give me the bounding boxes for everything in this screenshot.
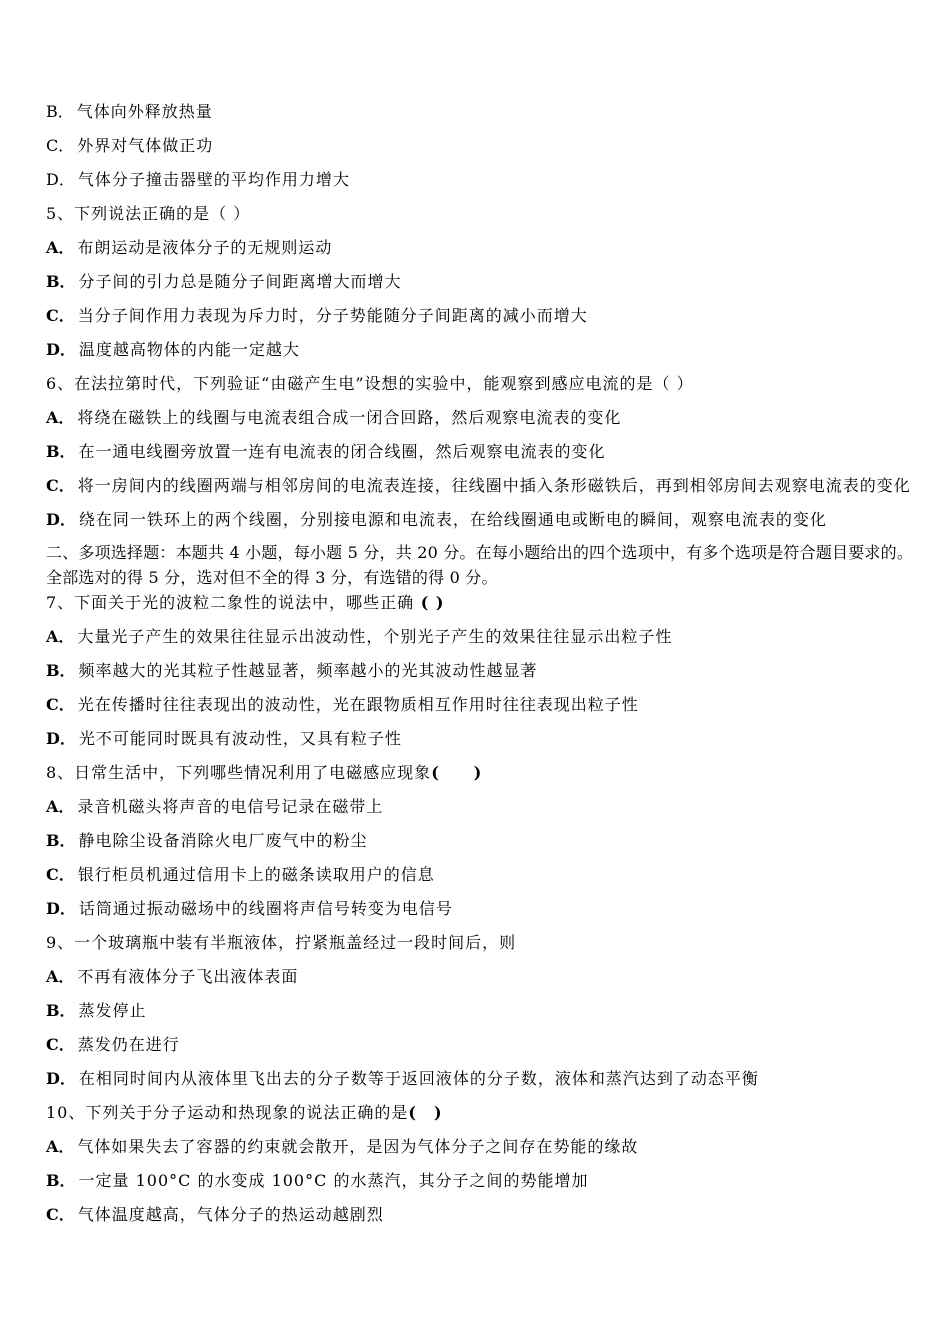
option-label: C． [46, 695, 75, 714]
option-label: A． [46, 408, 75, 427]
q9-option-c [46, 1028, 950, 1062]
option-label: C． [46, 1205, 75, 1224]
q5-option-b [46, 265, 950, 299]
option-text: 气体如果失去了容器的约束就会散开，是因为气体分子之间存在势能的缘故 [77, 1137, 639, 1156]
option-text: 话筒通过振动磁场中的线圈将声信号转变为电信号 [78, 899, 453, 918]
q9-option-a [46, 960, 950, 994]
option-label: C． [46, 476, 75, 495]
q7-stem [46, 586, 950, 620]
option-text: 静电除尘设备消除火电厂废气中的粉尘 [78, 831, 368, 850]
option-text: 蒸发仍在进行 [77, 1035, 180, 1054]
section-heading [46, 540, 950, 590]
q5-option-d [46, 333, 950, 367]
stem-text: 8、日常生活中，下列哪些情况利用了电磁感应现象 [46, 763, 432, 782]
answer-blank: ( ) [414, 593, 445, 612]
stem-text: 9、一个玻璃瓶中装有半瓶液体，拧紧瓶盖经过一段时间后，则 [46, 933, 517, 952]
option-label: D． [46, 170, 75, 189]
option-text: 气体温度越高，气体分子的热运动越剧烈 [77, 1205, 384, 1224]
q5-option-a [46, 231, 950, 265]
option-label: B． [46, 272, 76, 291]
option-label: A． [46, 238, 75, 257]
q7-option-a [46, 620, 950, 654]
option-label: B． [46, 661, 76, 680]
q8-option-c [46, 858, 950, 892]
option-text: 将一房间内的线圈两端与相邻房间的电流表连接，往线圈中插入条形磁铁后，再到相邻房间去观察电流表的变化 [77, 476, 911, 495]
option-text: 分子间的引力总是随分子间距离增大而增大 [78, 272, 402, 291]
q7-option-d [46, 722, 950, 756]
option-label: D． [46, 340, 76, 359]
q9-option-d [46, 1062, 950, 1096]
q6-stem: 6、在法拉第时代，下列验证“由磁产生电”设想的实验中，能观察到感应电流的是（ ） [46, 374, 694, 393]
option-text: 当分子间作用力表现为斥力时，分子势能随分子间距离的减小而增大 [77, 306, 588, 325]
option-label: C． [46, 1035, 75, 1054]
option-text: 一定量 100°C 的水变成 100°C 的水蒸汽，其分子之间的势能增加 [78, 1171, 589, 1190]
option-label: A． [46, 967, 75, 986]
option-text: 温度越高物体的内能一定越大 [78, 340, 300, 359]
option-text: 绕在同一铁环上的两个线圈，分别接电源和电流表，在给线圈通电或断电的瞬间，观察电流表的变化 [78, 510, 827, 529]
option-text: 气体分子撞击器壁的平均作用力增大 [77, 170, 350, 189]
option-label: D． [46, 1069, 76, 1088]
q8-option-b [46, 824, 950, 858]
q8-option-d [46, 892, 950, 926]
option-label: B． [46, 1171, 76, 1190]
stem-text: 10、下列关于分子运动和热现象的说法正确的是 [46, 1103, 409, 1122]
q10-stem [46, 1096, 950, 1130]
option-text: 不再有液体分子飞出液体表面 [77, 967, 299, 986]
option-label: B． [46, 102, 74, 121]
option-text: 气体向外释放热量 [76, 102, 213, 121]
q6-option-d [46, 503, 950, 537]
q6-option-b [46, 435, 950, 469]
option-label: D． [46, 510, 76, 529]
q8-stem [46, 756, 950, 790]
q6-option-a [46, 401, 950, 435]
q4-option-c [46, 129, 950, 163]
option-label: A． [46, 1137, 75, 1156]
option-label: C． [46, 306, 75, 325]
option-label: B． [46, 831, 76, 850]
option-text: 在一通电线圈旁放置一连有电流表的闭合线圈，然后观察电流表的变化 [78, 442, 606, 461]
option-label: B． [46, 1001, 76, 1020]
q5-stem: 5、下列说法正确的是（ ） [46, 204, 251, 223]
option-label: B． [46, 442, 76, 461]
q4-option-d [46, 163, 950, 197]
option-label: A． [46, 797, 75, 816]
stem-text: 7、下面关于光的波粒二象性的说法中，哪些正确 [46, 593, 415, 612]
option-text: 将绕在磁铁上的线圈与电流表组合成一闭合回路，然后观察电流表的变化 [77, 408, 622, 427]
option-text: 布朗运动是液体分子的无规则运动 [77, 238, 333, 257]
option-text: 频率越大的光其粒子性越显著，频率越小的光其波动性越显著 [78, 661, 538, 680]
q9-option-b [46, 994, 950, 1028]
option-label: D． [46, 899, 76, 918]
q9-stem [46, 926, 950, 960]
section-heading-line-2: 全部选对的得 5 分，选对但不全的得 3 分，有选错的得 0 分。 [46, 568, 498, 587]
option-label: D． [46, 729, 76, 748]
option-label: A． [46, 627, 75, 646]
option-text: 银行柜员机通过信用卡上的磁条读取用户的信息 [77, 865, 435, 884]
option-text: 光在传播时往往表现出的波动性，光在跟物质相互作用时往往表现出粒子性 [77, 695, 639, 714]
q7-option-c [46, 688, 950, 722]
q5-option-c [46, 299, 950, 333]
q4-option-b [46, 95, 950, 129]
option-text: 在相同时间内从液体里飞出去的分子数等于返回液体的分子数，液体和蒸汽达到了动态平衡 [78, 1069, 759, 1088]
q8-option-a [46, 790, 950, 824]
q7-option-b [46, 654, 950, 688]
q6-option-c [46, 469, 950, 503]
q10-option-a [46, 1130, 950, 1164]
option-label: C． [46, 136, 75, 155]
section-heading-line-1: 二、多项选择题：本题共 4 小题，每小题 5 分，共 20 分。在每小题给出的四个选项中，有多个选项是符合题目要求的。 [46, 543, 914, 562]
option-text: 外界对气体做正功 [77, 136, 214, 155]
q10-option-c [46, 1198, 950, 1232]
answer-blank: ( ) [408, 1103, 443, 1122]
answer-blank: ( ) [431, 763, 483, 782]
option-text: 蒸发停止 [78, 1001, 147, 1020]
option-text: 光不可能同时既具有波动性，又具有粒子性 [78, 729, 402, 748]
option-text: 大量光子产生的效果往往显示出波动性，个别光子产生的效果往往显示出粒子性 [77, 627, 673, 646]
option-label: C． [46, 865, 75, 884]
option-text: 录音机磁头将声音的电信号记录在磁带上 [77, 797, 384, 816]
q10-option-b [46, 1164, 950, 1198]
